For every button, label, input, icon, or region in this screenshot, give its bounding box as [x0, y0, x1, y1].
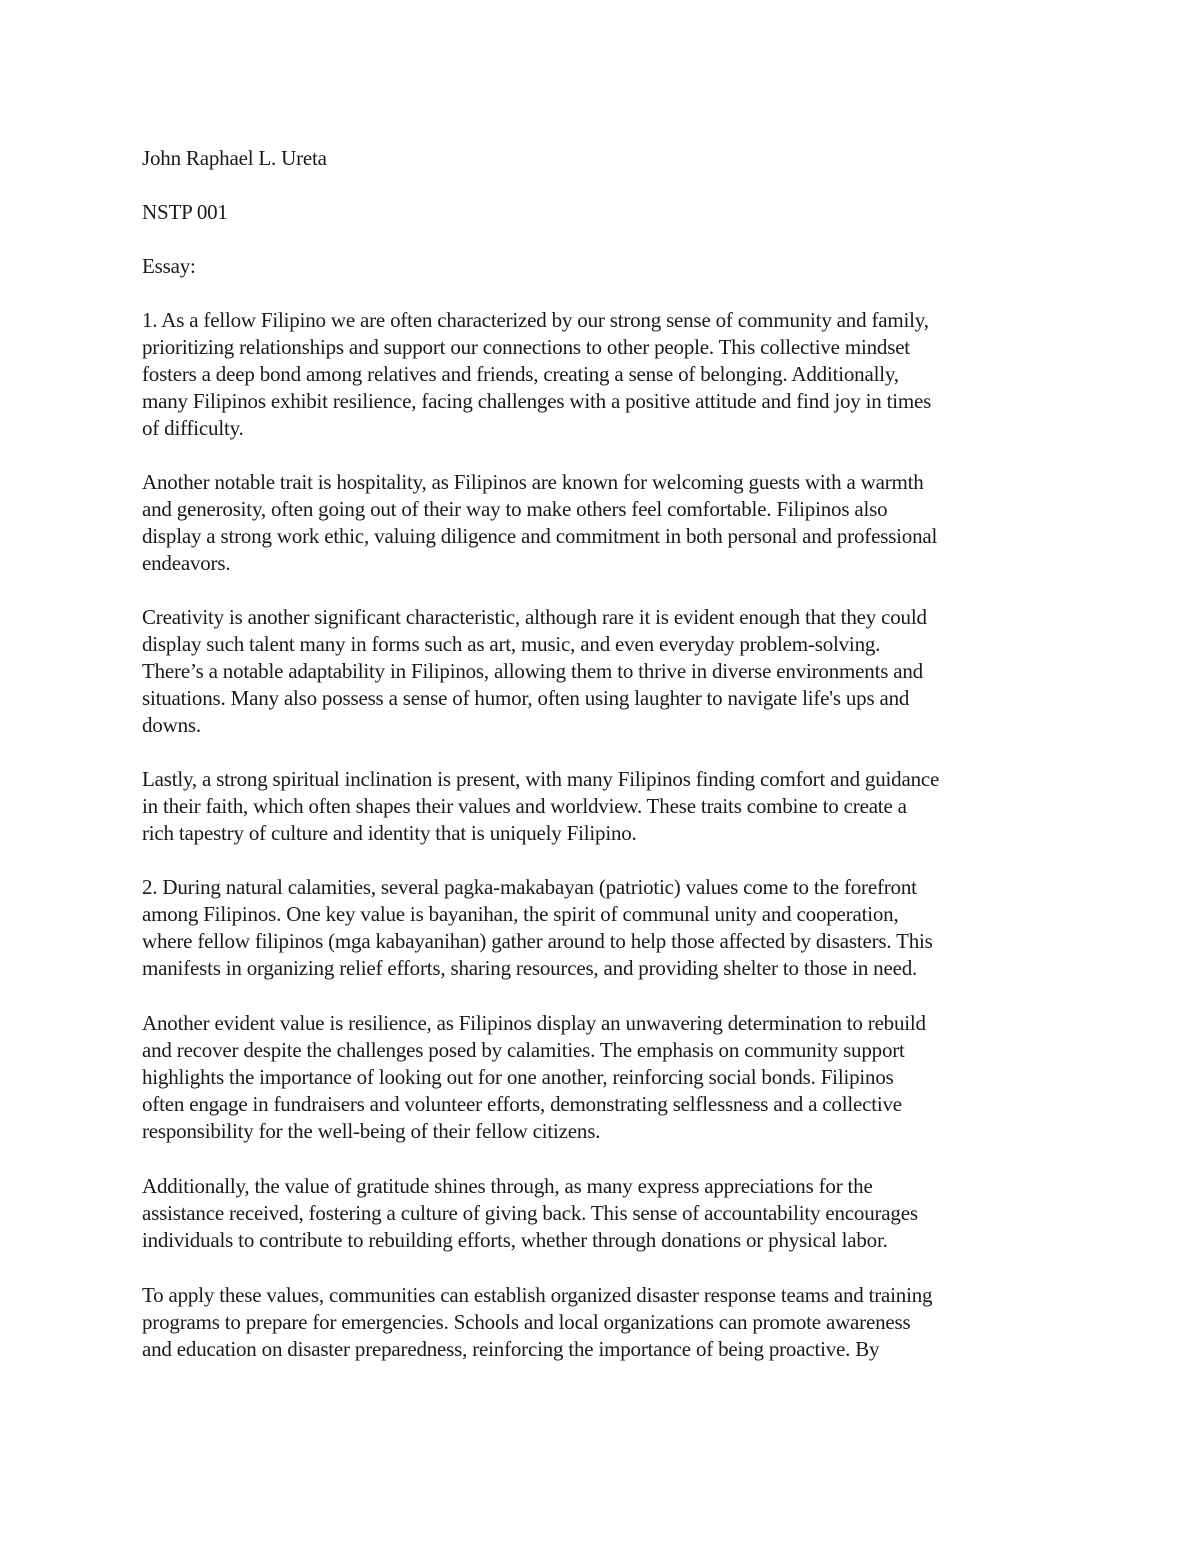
text-line: display a strong work ethic, valuing diligence and commitment in both personal and professional	[142, 524, 938, 548]
text-line: There’s a notable adaptability in Filipinos, allowing them to thrive in diverse environments and	[142, 659, 923, 683]
text-line: Another notable trait is hospitality, as Filipinos are known for welcoming guests with a warmth	[142, 470, 924, 494]
text-line: Another evident value is resilience, as Filipinos display an unwavering determination to rebuild	[142, 1011, 926, 1035]
text-line: and generosity, often going out of their way to make others feel comfortable. Filipinos also	[142, 497, 888, 521]
text-line: 2. During natural calamities, several pagka-makabayan (patriotic) values come to the forefront	[142, 875, 917, 899]
text-line: To apply these values, communities can establish organized disaster response teams and training	[142, 1283, 933, 1307]
text-line: prioritizing relationships and support our connections to other people. This collective mindset	[142, 335, 910, 359]
text-line: where fellow filipinos (mga kabayanihan) gather around to help those affected by disasters. This	[142, 929, 933, 953]
text-line: manifests in organizing relief efforts, sharing resources, and providing shelter to those in need.	[142, 956, 918, 980]
paragraph-1	[142, 307, 1072, 442]
paragraph-4	[142, 766, 1072, 847]
text-line: Lastly, a strong spiritual inclination is present, with many Filipinos finding comfort and guidance	[142, 767, 940, 791]
essay-label: Essay:	[142, 254, 196, 278]
paragraph-6	[142, 1010, 1072, 1145]
text-line: Additionally, the value of gratitude shines through, as many express appreciations for the	[142, 1174, 873, 1198]
text-line: downs.	[142, 713, 201, 737]
text-line: fosters a deep bond among relatives and friends, creating a sense of belonging. Additionally,	[142, 362, 899, 386]
text-line: often engage in fundraisers and volunteer efforts, demonstrating selflessness and a collective	[142, 1092, 902, 1116]
text-line: display such talent many in forms such as art, music, and even everyday problem-solving.	[142, 632, 881, 656]
text-line: and recover despite the challenges posed by calamities. The emphasis on community support	[142, 1038, 905, 1062]
paragraph-8	[142, 1282, 1072, 1363]
text-line: of difficulty.	[142, 416, 244, 440]
author-name: John Raphael L. Ureta	[142, 146, 327, 170]
text-line: responsibility for the well-being of their fellow citizens.	[142, 1119, 601, 1143]
text-line: assistance received, fostering a culture of giving back. This sense of accountability encourages	[142, 1201, 918, 1225]
text-line: and education on disaster preparedness, reinforcing the importance of being proactive. By	[142, 1337, 880, 1361]
text-line: individuals to contribute to rebuilding efforts, whether through donations or physical labor.	[142, 1228, 888, 1252]
text-line: 1. As a fellow Filipino we are often characterized by our strong sense of community and family,	[142, 308, 929, 332]
text-line: endeavors.	[142, 551, 231, 575]
course-code: NSTP 001	[142, 200, 228, 224]
text-line: rich tapestry of culture and identity that is uniquely Filipino.	[142, 821, 637, 845]
paragraph-7	[142, 1173, 1072, 1254]
paragraph-5	[142, 874, 1072, 982]
text-line: highlights the importance of looking out for one another, reinforcing social bonds. Filipinos	[142, 1065, 894, 1089]
paragraph-2	[142, 469, 1072, 577]
text-line: programs to prepare for emergencies. Schools and local organizations can promote awareness	[142, 1310, 911, 1334]
text-line: among Filipinos. One key value is bayanihan, the spirit of communal unity and cooperation,	[142, 902, 899, 926]
paragraph-3	[142, 604, 1072, 739]
text-line: Creativity is another significant characteristic, although rare it is evident enough that they could	[142, 605, 927, 629]
text-line: situations. Many also possess a sense of humor, often using laughter to navigate life's ups and	[142, 686, 910, 710]
text-line: many Filipinos exhibit resilience, facing challenges with a positive attitude and find joy in times	[142, 389, 932, 413]
text-line: in their faith, which often shapes their values and worldview. These traits combine to create a	[142, 794, 907, 818]
